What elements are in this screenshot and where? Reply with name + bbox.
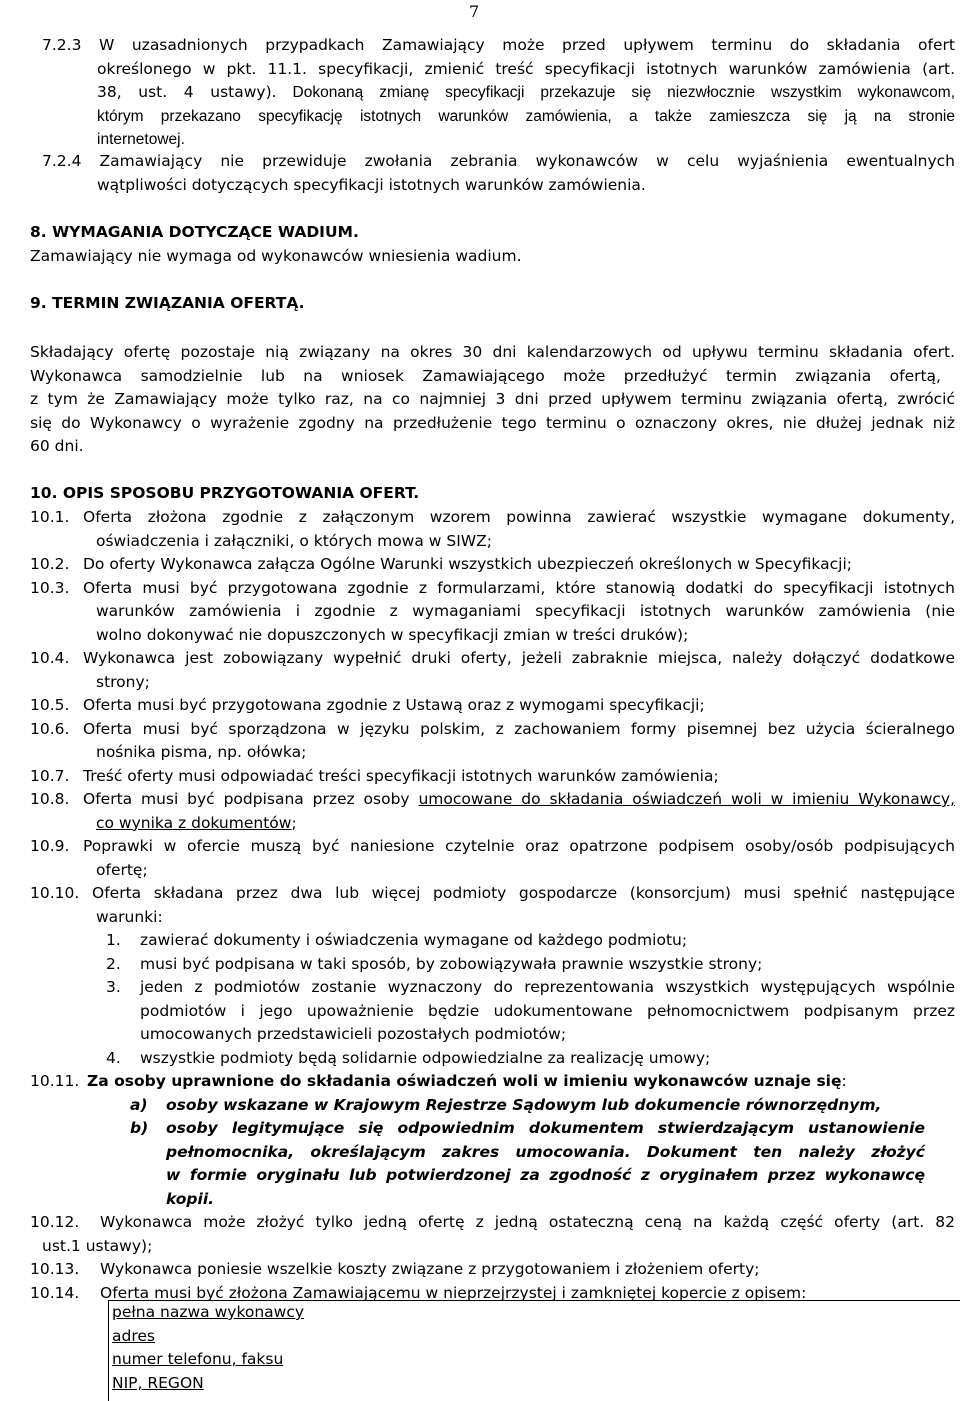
paragraph-line: się do Wykonawcy o wyrażenie zgodny na przedłużenie tego terminu o oznaczony okres, nie dłużej jednak niż xyxy=(30,413,955,432)
item-text xyxy=(92,882,955,929)
sublist xyxy=(30,929,955,1070)
item-line xyxy=(87,1070,955,1094)
item-text xyxy=(83,788,955,835)
item-number: 10.12. xyxy=(30,1213,80,1231)
sublist-item xyxy=(106,929,955,953)
list-item xyxy=(30,577,955,648)
sublist-number: 3. xyxy=(106,978,121,996)
envelope-line: pełna nazwa wykonawcy xyxy=(112,1303,305,1321)
item-line: umocowanych przedstawicieli pozostałych podmiotów; xyxy=(140,1025,567,1043)
paragraph-line: określonego w pkt. 11.1. specyfikacji, zmienić treść specyfikacji istotnych warunków zamówienia (art. xyxy=(97,59,955,78)
item-line: Oferta składana przez dwa lub więcej podmioty gospodarcze (konsorcjum) musi spełnić następujące xyxy=(92,884,955,902)
item-number: 10.7. xyxy=(30,766,70,785)
item-line: oświadczenia i załączniki, o których mowa w SIWZ; xyxy=(96,531,492,550)
list-item xyxy=(30,835,955,882)
section-9-body xyxy=(30,341,955,459)
sublist-item xyxy=(30,1117,955,1211)
text-fragment: Oferta musi być podpisana przez osoby xyxy=(83,790,419,808)
item-line: Wykonawca jest zobowiązany wypełnić druki oferty, jeżeli zabraknie miejsca, należy dołączyć dodatkowe xyxy=(83,649,955,667)
underlined-text: co wynika z dokumentów xyxy=(96,813,292,832)
item-line: osoby legitymujące się odpowiednim dokumentem stwierdzającym ustanowienie xyxy=(166,1119,925,1137)
item-line: Poprawki w ofercie muszą być naniesione czytelnie oraz opatrzone podpisem osoby/osób podpisujących xyxy=(83,837,955,855)
sublist-item xyxy=(106,976,955,1047)
item-line: jeden z podmiotów zostanie wyznaczony do reprezentowania wszystkich występujących wspólnie xyxy=(140,978,955,996)
item-number: 10.13. xyxy=(30,1260,80,1278)
paragraph-line xyxy=(42,81,955,105)
envelope-line: NIP, REGON xyxy=(112,1373,204,1392)
item-line: warunki: xyxy=(96,907,163,926)
sublist-item xyxy=(106,1047,955,1071)
paragraph-line: Wykonawca samodzielnie lub na wniosek Zamawiającego może przedłużyć termin związania ofertą, xyxy=(30,366,941,385)
sublist-number: 4. xyxy=(106,1048,121,1067)
list-item xyxy=(30,506,955,553)
underlined-text: umocowane do składania oświadczeń woli w imieniu Wykonawcy, xyxy=(418,790,955,808)
paragraph-line: 60 dni. xyxy=(30,437,84,455)
list-item xyxy=(30,788,955,835)
text-fragment: ; xyxy=(291,813,297,832)
item-line: Oferta musi być przygotowana zgodnie z Ustawą oraz z wymogami specyfikacji; xyxy=(83,696,705,714)
item-number: 10.9. xyxy=(30,837,70,855)
paragraph-line: Zamawiający nie wymaga od wykonawców wniesienia wadium. xyxy=(30,246,522,265)
item-line: osoby wskazane w Krajowym Rejestrze Sądowym lub dokumencie równorzędnym, xyxy=(166,1095,882,1114)
text-fragment: 38, ust. 4 ustawy). xyxy=(97,83,277,101)
sublist-number: b) xyxy=(130,1119,149,1137)
list-item xyxy=(30,694,955,718)
item-number: 10.10. xyxy=(30,884,80,902)
envelope-line: adres xyxy=(112,1326,155,1345)
item-number: 10.8. xyxy=(30,790,70,808)
item-line: Treść oferty musi odpowiadać treści specyfikacji istotnych warunków zamówienia; xyxy=(83,766,719,785)
item-line: pełnomocnika, określającym zakres umocowania. Dokument ten należy złożyć xyxy=(166,1142,925,1161)
item-number: 10.14. xyxy=(30,1283,80,1302)
list-item xyxy=(30,765,955,789)
item-text xyxy=(83,647,955,694)
item-number: 10.2. xyxy=(30,555,70,573)
item-line: Oferta musi być sporządzona w języku polskim, z zachowaniem formy pisemnej bez użycia ścieralnego xyxy=(83,719,955,738)
item-line: ofertę; xyxy=(96,860,148,879)
sublist-number: 2. xyxy=(106,954,121,973)
paragraph-line: internetowej. xyxy=(97,131,185,148)
section-heading: 9. TERMIN ZWIĄZANIA OFERTĄ. xyxy=(30,294,305,312)
paragraph-line: 7.2.4 Zamawiający nie przewiduje zwołania zebrania wykonawców w celu wyjaśnienia ewentualnych xyxy=(42,152,955,170)
section-9 xyxy=(30,292,955,316)
item-number: 10.6. xyxy=(30,719,70,738)
item-line: Oferta musi być przygotowana zgodnie z formularzami, które stanowią dodatki do specyfikacji istotnych xyxy=(83,578,955,597)
item-text xyxy=(83,506,955,553)
item-text xyxy=(140,1047,955,1071)
item-text xyxy=(83,577,955,648)
sublist-number: a) xyxy=(130,1095,148,1114)
list-item xyxy=(30,553,955,577)
item-line: w formie oryginału lub potwierdzonej za zgodność z oryginałem przez wykonawcę xyxy=(166,1166,925,1184)
item-number: 10.3. xyxy=(30,578,70,597)
bold-text: Za osoby uprawnione do składania oświadczeń woli w imieniu wykonawców uznaje się xyxy=(87,1072,842,1090)
item-text xyxy=(140,953,955,977)
sublist-number: 1. xyxy=(106,931,121,949)
item-text xyxy=(140,976,955,1047)
section-10 xyxy=(30,482,955,506)
section-7-2-4 xyxy=(42,150,955,197)
list-item xyxy=(30,1211,955,1235)
item-number: 10.11. xyxy=(30,1072,80,1090)
paragraph-line: Składający ofertę pozostaje nią związany na okres 30 dni kalendarzowych od upływu terminu składania ofert. xyxy=(30,343,955,361)
item-line: Wykonawca może złożyć tylko jedną ofertę z jedną ostateczną ceną na każdą część oferty (art. 82 xyxy=(100,1213,955,1231)
sublist-item xyxy=(106,953,955,977)
paragraph-line: wątpliwości dotyczących specyfikacji istotnych warunków zamówienia. xyxy=(97,175,646,194)
section-heading: 8. WYMAGANIA DOTYCZĄCE WADIUM. xyxy=(30,223,359,241)
section-7-2-3 xyxy=(42,34,955,152)
item-line: zawierać dokumenty i oświadczenia wymagane od każdego podmiotu; xyxy=(140,931,688,949)
item-line xyxy=(83,812,955,836)
item-line: Wykonawca poniesie wszelkie koszty związane z przygotowaniem i złożeniem oferty; xyxy=(100,1260,760,1278)
section-heading: 10. OPIS SPOSOBU PRZYGOTOWANIA OFERT. xyxy=(30,484,420,502)
item-line: warunków zamówienia i zgodnie z wymaganiami specyfikacji istotnych warunków zamówienia (nie xyxy=(96,602,955,620)
item-text xyxy=(83,835,955,882)
item-number: 10.1. xyxy=(30,508,70,526)
section-10-list xyxy=(30,506,955,1305)
item-line: podmiotów i jego upoważnienie będzie udokumentowane pełnomocnictwem podpisanym przez xyxy=(140,1001,955,1020)
list-item xyxy=(30,1258,955,1282)
text-fragment: : xyxy=(841,1072,847,1090)
item-line: kopii. xyxy=(166,1189,215,1208)
sublist-item xyxy=(30,1094,955,1118)
item-line: musi być podpisana w taki sposób, by zobowiązywała prawnie wszystkie strony; xyxy=(140,954,763,973)
list-item xyxy=(30,647,955,694)
item-line: strony; xyxy=(96,672,150,691)
paragraph-line: z tym że Zamawiający może tylko raz, na co najmniej 3 dni przed upływem terminu związania ofertą, zwrócić xyxy=(30,390,955,408)
item-text xyxy=(166,1117,955,1211)
item-line: ust.1 ustawy); xyxy=(42,1236,153,1255)
list-item xyxy=(30,882,955,929)
section-8 xyxy=(30,221,955,268)
item-line: Oferta musi być złożona Zamawiającemu w nieprzejrzystej i zamkniętej kopercie z opisem: xyxy=(100,1283,807,1302)
paragraph-line: którym przekazano specyfikację istotnych warunków zamówienia, a także zamieszcza się ją na stronie xyxy=(97,107,955,125)
text-fragment: Dokonaną zmianę specyfikacji przekazuje się niezwłocznie wszystkim wykonawcom, xyxy=(276,84,955,101)
item-line: nośnika pisma, np. ołówka; xyxy=(96,743,307,761)
list-item xyxy=(30,718,955,765)
envelope-label-box xyxy=(108,1300,960,1401)
item-line: Do oferty Wykonawca załącza Ogólne Warunki wszystkich ubezpieczeń określonych w Specyfikacji; xyxy=(83,555,852,573)
item-line: wolno dokonywać nie dopuszczonych w specyfikacji zmian w treści druków); xyxy=(96,625,689,644)
item-line: Oferta złożona zgodnie z załączonym wzorem powinna zawierać wszystkie wymagane dokumenty, xyxy=(83,508,955,526)
envelope-line: numer telefonu, faksu xyxy=(112,1350,284,1368)
item-number: 10.5. xyxy=(30,696,70,714)
list-item xyxy=(30,1070,955,1094)
item-line: wszystkie podmioty będą solidarnie odpowiedzialne za realizację umowy; xyxy=(140,1048,711,1067)
item-line xyxy=(83,788,955,812)
page-number: 7 xyxy=(469,2,480,21)
paragraph-line: 7.2.3 W uzasadnionych przypadkach Zamawiający może przed upływem terminu do składania ofert xyxy=(42,36,955,54)
item-text xyxy=(83,718,955,765)
item-text xyxy=(140,929,955,953)
item-number: 10.4. xyxy=(30,649,70,667)
